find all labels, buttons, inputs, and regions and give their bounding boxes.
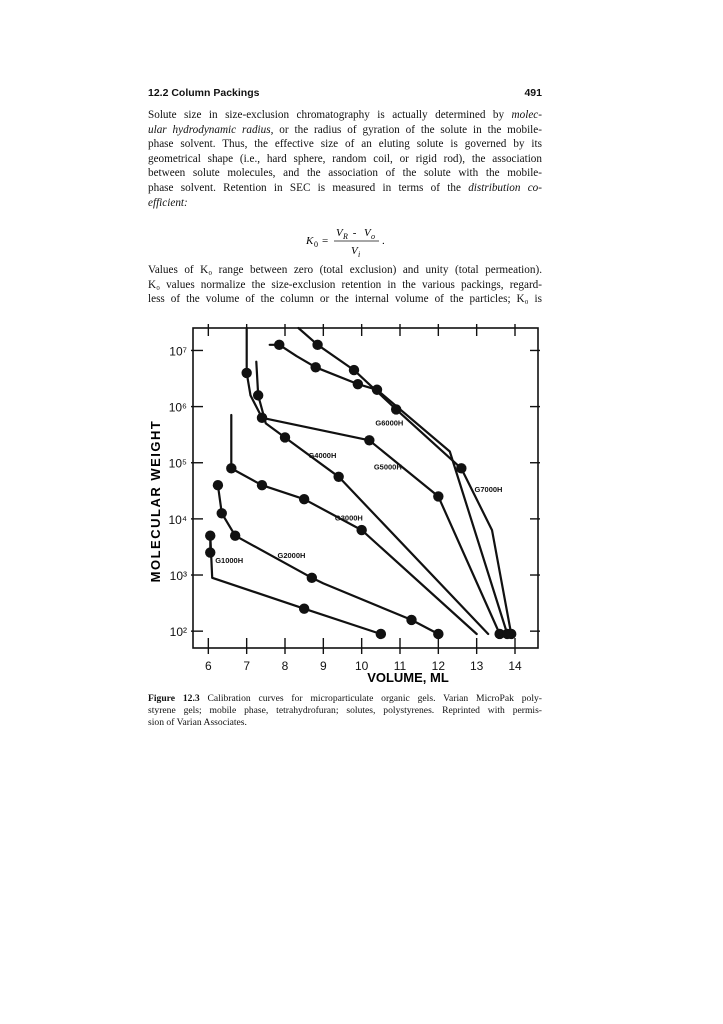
para1-line: Solute size in size-exclusion chromatography is actually determined by molec-	[148, 109, 542, 121]
data-point-g1000h	[205, 547, 215, 557]
x-axis-label: VOLUME, ML	[367, 670, 449, 685]
data-point-g3000h	[356, 525, 366, 535]
figure-caption	[148, 693, 542, 730]
data-point-g4000h	[253, 390, 263, 400]
caption-line: sion of Varian Associates.	[148, 717, 247, 729]
data-point-g1000h	[376, 629, 386, 639]
x-tick-label: 14	[508, 659, 522, 673]
data-point-g1000h	[299, 604, 309, 614]
para1-line: between solute molecules, and the association of the solute with the mobile-	[148, 167, 542, 180]
para1-line: phase solvent. Thus, the effective size of an eluting solute is governed by its	[148, 138, 542, 151]
eq-minus: -	[350, 227, 360, 239]
x-tick-label: 10	[354, 659, 369, 673]
x-tick-label: 13	[469, 659, 484, 673]
y-tick-label: 10³	[169, 569, 187, 584]
distribution-coefficient-equation	[300, 221, 420, 261]
para2-line: K₀ values normalize the size-exclusion retention in the various packings, regard-	[148, 278, 542, 291]
data-point-g7000h	[349, 365, 359, 375]
eq-lhs-sub: 0	[314, 240, 318, 249]
data-point-g5000h	[433, 491, 443, 501]
x-tick-label: 7	[243, 659, 251, 673]
calibration-figure	[140, 318, 560, 690]
page-header	[148, 87, 542, 103]
data-point-g2000h	[433, 629, 443, 639]
page-number: 491	[524, 87, 542, 99]
series-label-g1000h: G1000H	[215, 555, 244, 565]
data-point-g2000h	[307, 573, 317, 583]
data-point-g5000h	[364, 435, 374, 445]
data-point-g3000h	[226, 463, 236, 473]
x-tick-label: 9	[319, 659, 327, 673]
series-label-g2000h: G2000H	[277, 550, 306, 560]
data-point-g4000h	[280, 432, 290, 442]
para1-line: ular hydrodynamic radius, or the radius of gyration of the solute in the mobile-	[148, 123, 542, 136]
y-axis-label: MOLECULAR WEIGHT	[148, 419, 163, 583]
data-point-g6000h	[274, 340, 284, 350]
paragraph-2	[148, 263, 542, 307]
data-point-g7000h	[456, 463, 466, 473]
data-point-g2000h	[213, 480, 223, 490]
calibration-chart	[140, 318, 560, 690]
y-tick-label: 10⁷	[169, 344, 187, 359]
eq-num-v: V	[336, 227, 343, 239]
para2-line: Values of K₀ range between zero (total exclusion) and unity (total permeation).	[148, 264, 542, 276]
x-tick-label: 6	[204, 659, 212, 673]
caption-line: styrene gels; mobile phase, tetrahydrofuran; solutes, polystyrenes. Reprinted with permis-	[148, 705, 542, 717]
y-tick-label: 10⁴	[168, 512, 187, 527]
data-point-g7000h	[506, 629, 516, 639]
para1-line: efficient:	[148, 196, 188, 209]
y-tick-label: 10²	[169, 625, 187, 640]
data-point-g6000h	[353, 379, 363, 389]
x-tick-label: 11	[393, 659, 407, 673]
section-title: 12.2 Column Packings	[148, 87, 260, 99]
eq-num-sub: R	[343, 232, 348, 241]
y-tick-label: 10⁵	[168, 456, 187, 471]
series-line-g4000h	[256, 362, 488, 634]
eq-num2-sub: o	[371, 232, 375, 241]
data-point-g3000h	[299, 494, 309, 504]
data-point-g2000h	[217, 508, 227, 518]
series-line-g5000h	[247, 328, 500, 634]
data-point-g2000h	[230, 531, 240, 541]
data-point-g5000h	[257, 413, 267, 423]
x-tick-label: 8	[281, 659, 289, 673]
para1-line: phase solvent. Retention in SEC is measured in terms of the distribution co-	[148, 181, 542, 194]
eq-den-v: V	[351, 245, 358, 257]
data-point-g6000h	[310, 362, 320, 372]
series-label-g4000h: G4000H	[308, 451, 337, 461]
data-point-g4000h	[333, 472, 343, 482]
para1-line: geometrical shape (i.e., hard sphere, random coil, or rigid rod), the association	[148, 152, 542, 165]
data-point-g2000h	[406, 615, 416, 625]
eq-period: .	[382, 235, 385, 247]
data-point-g1000h	[205, 531, 215, 541]
eq-lhs: K	[306, 235, 314, 247]
data-point-g5000h	[241, 368, 251, 378]
caption-line: Figure 12.3 Calibration curves for microparticulate organic gels. Varian MicroPak poly-	[148, 693, 542, 704]
x-tick-label: 12	[431, 659, 446, 673]
series-label-g5000h: G5000H	[373, 462, 402, 472]
data-point-g7000h	[312, 340, 322, 350]
data-point-g3000h	[257, 480, 267, 490]
data-point-g7000h	[391, 404, 401, 414]
series-label-g3000h: G3000H	[334, 513, 363, 523]
series-label-g6000h: G6000H	[375, 418, 404, 428]
para2-line: less of the volume of the column or the internal volume of the particles; K₀ is	[148, 293, 542, 306]
data-point-g6000h	[372, 385, 382, 395]
paragraph-1	[148, 108, 542, 210]
eq-den-sub: i	[358, 250, 361, 259]
eq-equals: =	[322, 235, 329, 247]
series-label-g7000h: G7000H	[474, 484, 503, 494]
series-line-g2000h	[218, 485, 438, 634]
y-tick-label: 10⁶	[168, 400, 187, 415]
eq-num2-v: V	[364, 227, 371, 239]
